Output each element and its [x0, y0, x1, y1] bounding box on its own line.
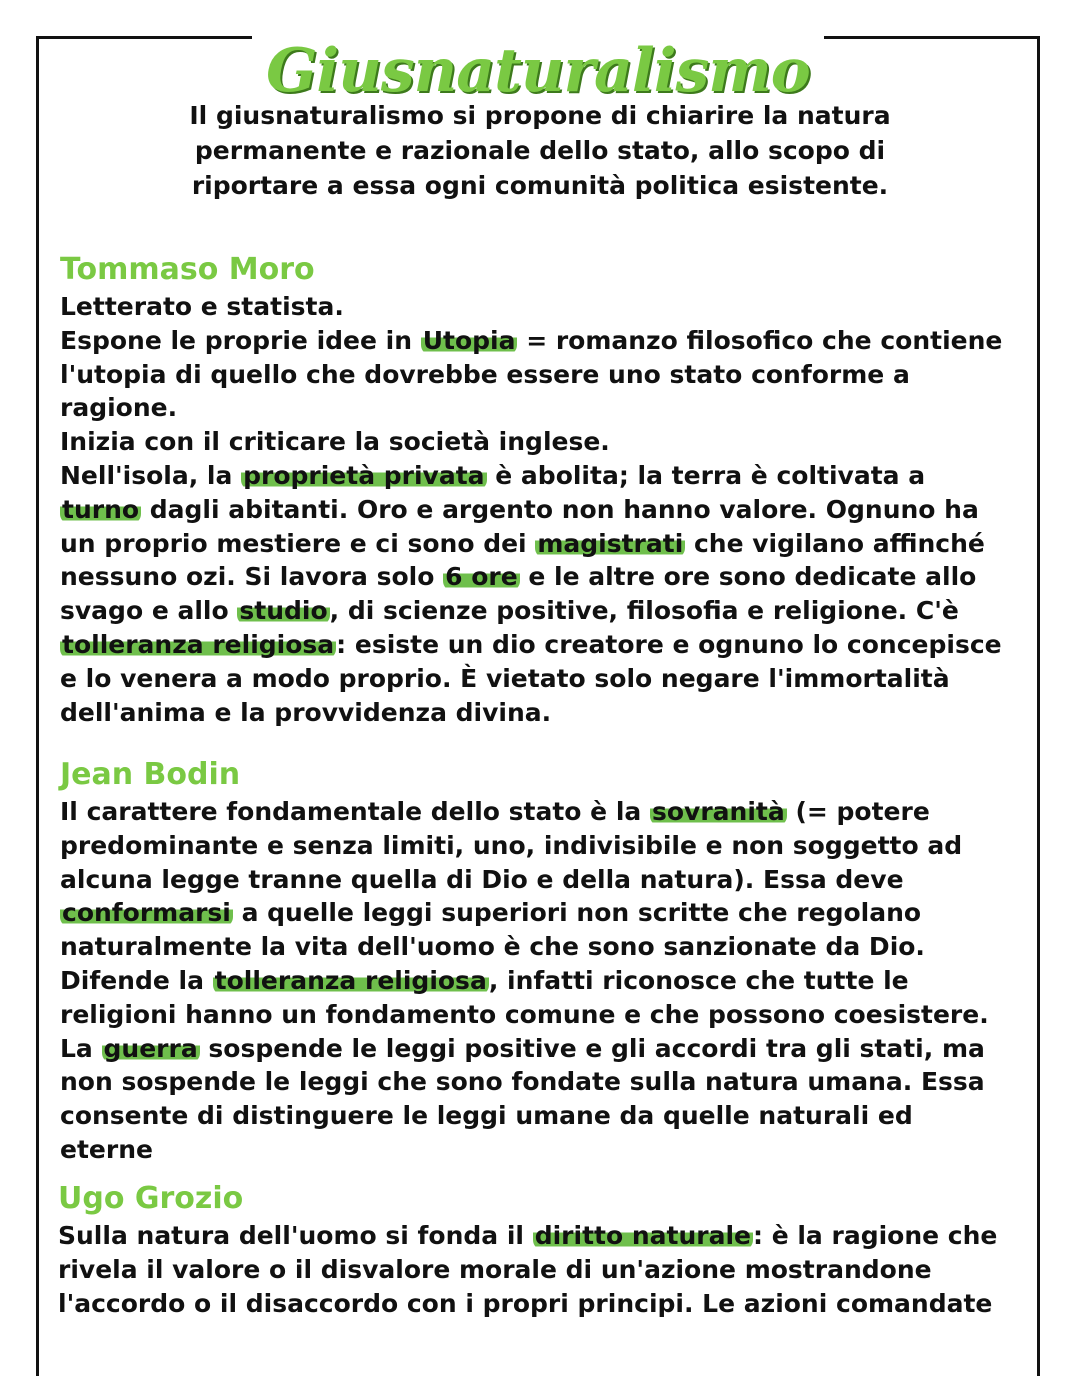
- text-run: Difende la: [60, 965, 213, 995]
- highlighted-term: conformarsi: [62, 898, 231, 928]
- highlighted-term: guerra: [103, 1033, 198, 1063]
- section-paragraph: [60, 290, 1010, 729]
- section-paragraph: [58, 1219, 1008, 1320]
- text-run: Inizia con il criticare la società inglese.: [60, 427, 610, 457]
- highlighted-term: magistrati: [537, 528, 684, 558]
- section-heading: Tommaso Moro: [60, 252, 315, 287]
- text-run: sospende le leggi positive e gli accordi tra gli stati, ma non sospende le leggi che sono fondate sulla natura umana. Essa consente di distinguere le leggi umane da quelle naturali ed eterne: [60, 1033, 985, 1164]
- highlighted-term: tolleranza religiosa: [214, 965, 487, 995]
- section-jean-bodin: [60, 757, 1010, 1167]
- text-run: Letterato e statista.: [60, 292, 344, 321]
- text-run: : è la ragione che rivela il valore o il disvalore morale di un'azione mostrandone l'accordo o il disaccordo con i propri principi. Le azioni comandate: [58, 1221, 998, 1318]
- section-paragraph: [60, 795, 1010, 1167]
- highlighted-term: 6 ore: [445, 562, 518, 592]
- highlighted-term: Utopia: [422, 325, 516, 355]
- text-run: Espone le proprie idee in: [60, 325, 421, 355]
- section-heading: Jean Bodin: [60, 757, 241, 792]
- highlighted-term: studio: [239, 596, 328, 626]
- text-run: Il carattere fondamentale dello stato è la: [60, 797, 650, 826]
- text-run: dagli abitanti. Oro e argento non hanno valore. Ognuno ha un proprio mestiere e ci sono dei: [60, 494, 979, 558]
- section-tommaso-moro: [60, 252, 1010, 729]
- text-run: , di scienze positive, filosofia e religione. C'è: [329, 596, 959, 626]
- highlighted-term: sovranità: [651, 797, 785, 826]
- text-run: e le altre ore sono dedicate allo svago e allo: [60, 562, 977, 626]
- intro-paragraph: Il giusnaturalismo si propone di chiarire la natura permanente e razionale dello stato, allo scopo di riportare a essa ogni comunità politica esistente.: [189, 101, 891, 200]
- text-run: Sulla natura dell'uomo si fonda il: [58, 1221, 533, 1250]
- section-heading: Ugo Grozio: [58, 1181, 244, 1216]
- text-run: a quelle leggi superiori non scritte che regolano naturalmente la vita dell'uomo è che sono sanzionate da Dio.: [60, 898, 925, 962]
- text-run: La: [60, 1033, 102, 1063]
- highlighted-term: tolleranza religiosa: [62, 629, 335, 659]
- text-run: , infatti riconosce che tutte le religioni hanno un fondamento comune e che possono coesistere.: [60, 965, 989, 1029]
- text-run: : esiste un dio creatore e ognuno lo concepisce e lo venera a modo proprio. È vietato solo negare l'immortalità dell'anima e la provvidenza divina.: [60, 629, 1002, 727]
- section-ugo-grozio: [58, 1181, 1008, 1320]
- highlighted-term: turno: [62, 494, 140, 524]
- text-run: (= potere predominante e senza limiti, uno, indivisibile e non soggetto ad alcuna legge tranne quella di Dio e della natura). Essa deve: [60, 797, 963, 894]
- highlighted-term: diritto naturale: [534, 1221, 751, 1250]
- title-wrap: [39, 36, 1037, 107]
- text-run: = romanzo filosofico che contiene l'utopia di quello che dovrebbe essere uno stato conforme a ragione.: [60, 325, 1003, 423]
- text-run: che vigilano affinché nessuno ozi. Si lavora solo: [60, 528, 985, 592]
- text-run: è abolita; la terra è coltivata a: [486, 460, 926, 490]
- text-run: Nell'isola, la: [60, 460, 242, 490]
- page-title: Giusnaturalismo: [252, 35, 824, 107]
- highlighted-term: proprietà privata: [243, 460, 485, 490]
